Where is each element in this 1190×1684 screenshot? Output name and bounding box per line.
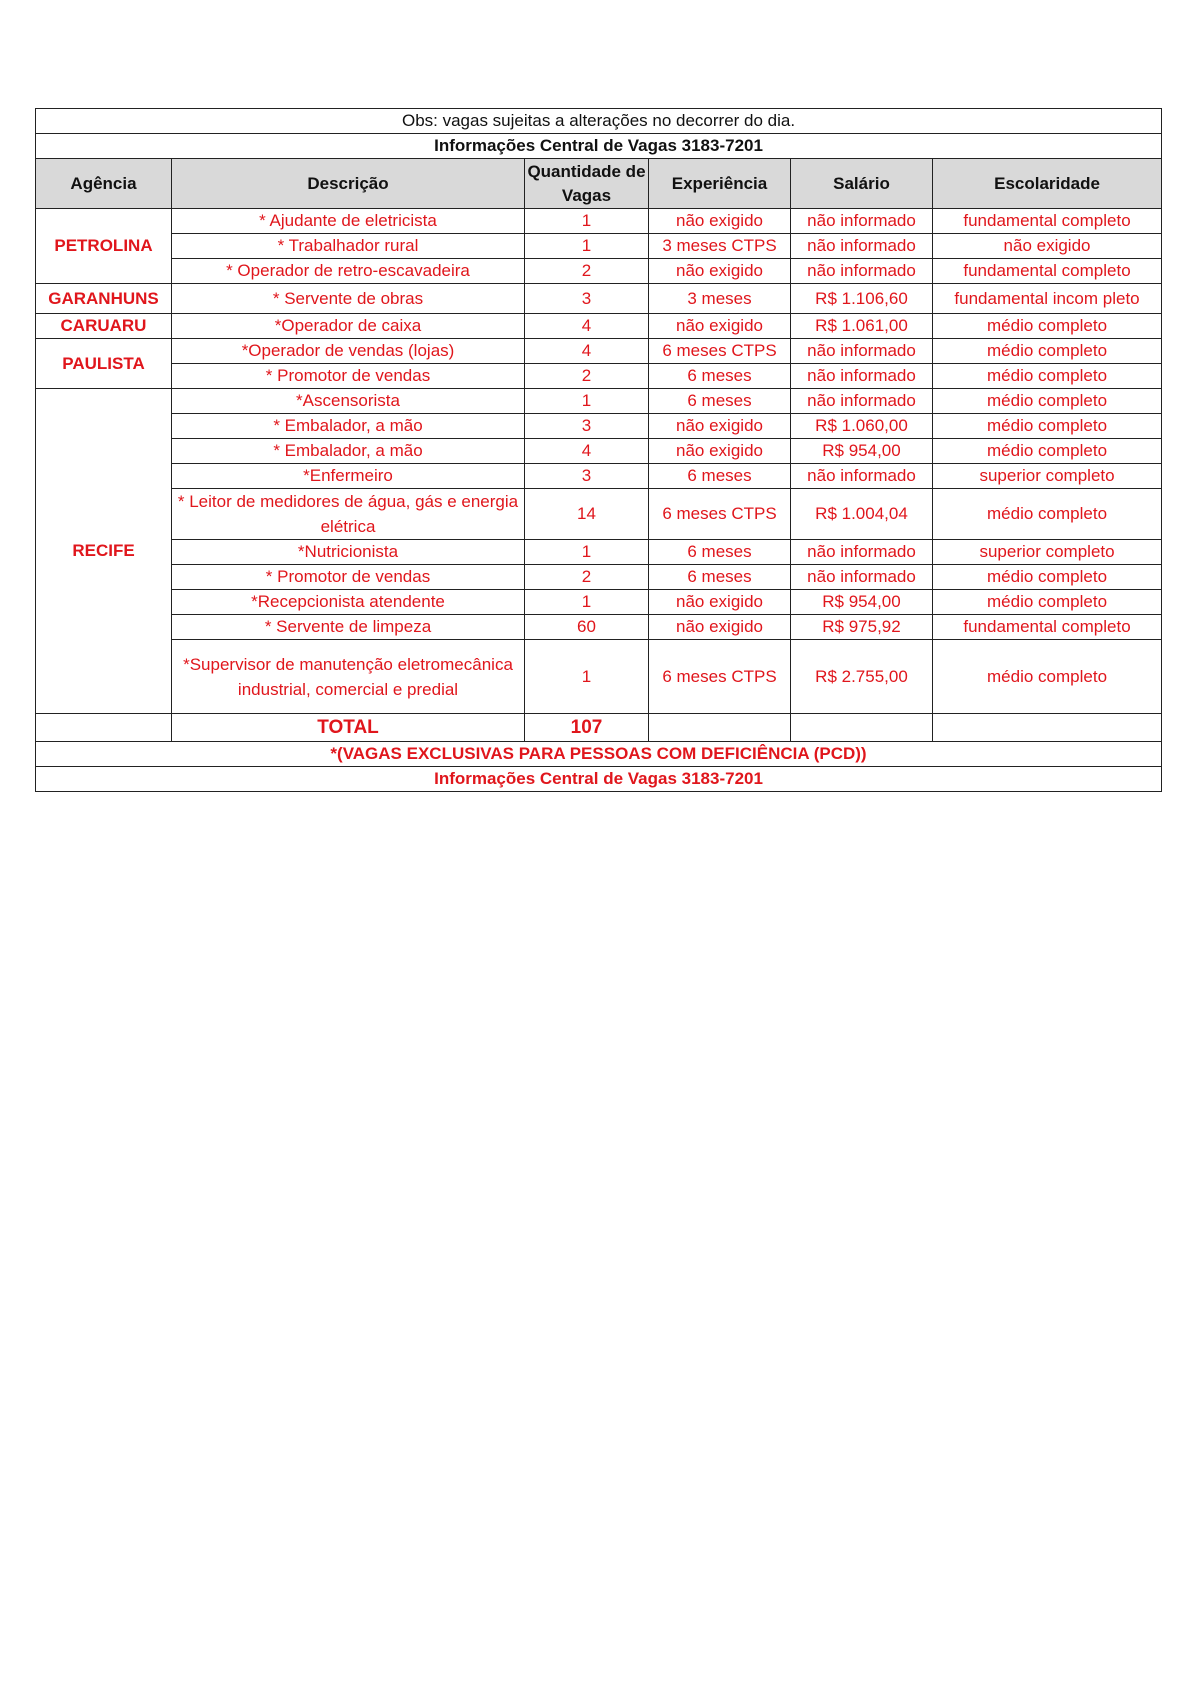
cell-quantidade: 4 [525,314,649,339]
cell-descricao: * Ajudante de eletricista [172,209,525,234]
cell-salario: R$ 1.106,60 [791,284,933,314]
info-top-row [36,134,1162,159]
cell-descricao: * Embalador, a mão [172,414,525,439]
header-quantidade: Quantidade de Vagas [525,159,649,209]
table-row [36,489,1162,540]
cell-experiencia: não exigido [649,414,791,439]
cell-salario: R$ 975,92 [791,615,933,640]
cell-descricao: * Promotor de vendas [172,364,525,389]
table-row [36,234,1162,259]
cell-escolaridade: superior completo [933,464,1162,489]
total-blank-experiencia [649,714,791,742]
cell-experiencia: 6 meses [649,464,791,489]
cell-salario: não informado [791,259,933,284]
cell-salario: R$ 954,00 [791,590,933,615]
cell-quantidade: 1 [525,389,649,414]
agency-caruaru: CARUARU [36,314,172,339]
cell-salario: R$ 1.060,00 [791,414,933,439]
cell-salario: R$ 954,00 [791,439,933,464]
table-row [36,640,1162,714]
cell-descricao: * Servente de obras [172,284,525,314]
cell-experiencia: 3 meses CTPS [649,234,791,259]
cell-escolaridade: médio completo [933,314,1162,339]
vacancies-table [35,108,1162,792]
total-blank-agency [36,714,172,742]
cell-escolaridade: fundamental incom pleto [933,284,1162,314]
cell-experiencia: não exigido [649,590,791,615]
cell-salario: não informado [791,364,933,389]
cell-salario: não informado [791,464,933,489]
table-row [36,439,1162,464]
total-blank-salario [791,714,933,742]
cell-salario: não informado [791,234,933,259]
header-descricao: Descrição [172,159,525,209]
agency-recife: RECIFE [36,389,172,714]
obs-row [36,109,1162,134]
cell-experiencia: não exigido [649,259,791,284]
cell-experiencia: não exigido [649,314,791,339]
table-row [36,464,1162,489]
cell-descricao: *Ascensorista [172,389,525,414]
table-row [36,284,1162,314]
cell-descricao: *Enfermeiro [172,464,525,489]
pcd-row [36,742,1162,767]
cell-quantidade: 4 [525,339,649,364]
cell-descricao: * Leitor de medidores de água, gás e energia elétrica [172,489,525,540]
total-blank-escolaridade [933,714,1162,742]
cell-escolaridade: médio completo [933,389,1162,414]
cell-quantidade: 1 [525,234,649,259]
cell-escolaridade: fundamental completo [933,615,1162,640]
cell-experiencia: não exigido [649,439,791,464]
header-salario: Salário [791,159,933,209]
cell-descricao: *Operador de caixa [172,314,525,339]
table-row [36,259,1162,284]
cell-quantidade: 1 [525,590,649,615]
cell-quantidade: 1 [525,540,649,565]
info-top: Informações Central de Vagas 3183-7201 [36,134,1162,159]
table-row [36,339,1162,364]
cell-descricao: * Trabalhador rural [172,234,525,259]
cell-quantidade: 60 [525,615,649,640]
cell-descricao: * Promotor de vendas [172,565,525,590]
cell-escolaridade: médio completo [933,640,1162,714]
cell-salario: não informado [791,209,933,234]
cell-escolaridade: médio completo [933,439,1162,464]
cell-salario: não informado [791,540,933,565]
cell-experiencia: 6 meses [649,565,791,590]
cell-experiencia: 3 meses [649,284,791,314]
obs-note: Obs: vagas sujeitas a alterações no decorrer do dia. [36,109,1162,134]
pcd-note: *(VAGAS EXCLUSIVAS PARA PESSOAS COM DEFICIÊNCIA (PCD)) [36,742,1162,767]
cell-descricao: *Recepcionista atendente [172,590,525,615]
cell-escolaridade: não exigido [933,234,1162,259]
cell-escolaridade: médio completo [933,489,1162,540]
cell-escolaridade: fundamental completo [933,259,1162,284]
cell-escolaridade: médio completo [933,364,1162,389]
cell-experiencia: 6 meses CTPS [649,640,791,714]
cell-quantidade: 1 [525,209,649,234]
header-escolaridade: Escolaridade [933,159,1162,209]
cell-experiencia: 6 meses [649,389,791,414]
cell-salario: não informado [791,339,933,364]
header-row [36,159,1162,209]
cell-escolaridade: médio completo [933,414,1162,439]
cell-quantidade: 1 [525,640,649,714]
cell-experiencia: não exigido [649,615,791,640]
cell-quantidade: 2 [525,565,649,590]
cell-experiencia: 6 meses CTPS [649,339,791,364]
cell-quantidade: 3 [525,284,649,314]
cell-quantidade: 3 [525,464,649,489]
cell-salario: R$ 2.755,00 [791,640,933,714]
cell-salario: não informado [791,389,933,414]
cell-descricao: * Embalador, a mão [172,439,525,464]
cell-quantidade: 2 [525,364,649,389]
table-row [36,540,1162,565]
cell-escolaridade: fundamental completo [933,209,1162,234]
table-row [36,414,1162,439]
agency-garanhuns: GARANHUNS [36,284,172,314]
header-agencia: Agência [36,159,172,209]
table-row [36,209,1162,234]
table-row [36,590,1162,615]
cell-experiencia: 6 meses [649,540,791,565]
table-row [36,364,1162,389]
table-row [36,615,1162,640]
cell-escolaridade: superior completo [933,540,1162,565]
cell-salario: não informado [791,565,933,590]
cell-experiencia: 6 meses [649,364,791,389]
total-value: 107 [525,714,649,742]
total-label: TOTAL [172,714,525,742]
header-experiencia: Experiência [649,159,791,209]
info-bottom: Informações Central de Vagas 3183-7201 [36,767,1162,792]
cell-experiencia: 6 meses CTPS [649,489,791,540]
cell-escolaridade: médio completo [933,565,1162,590]
cell-quantidade: 4 [525,439,649,464]
cell-salario: R$ 1.061,00 [791,314,933,339]
cell-descricao: *Operador de vendas (lojas) [172,339,525,364]
table-row [36,389,1162,414]
cell-descricao: * Operador de retro-escavadeira [172,259,525,284]
cell-descricao: *Nutricionista [172,540,525,565]
cell-escolaridade: médio completo [933,339,1162,364]
table-row [36,565,1162,590]
cell-escolaridade: médio completo [933,590,1162,615]
info-bottom-row [36,767,1162,792]
total-row [36,714,1162,742]
cell-quantidade: 2 [525,259,649,284]
agency-petrolina: PETROLINA [36,209,172,284]
agency-paulista: PAULISTA [36,339,172,389]
cell-descricao: *Supervisor de manutenção eletromecânica industrial, comercial e predial [172,640,525,714]
cell-experiencia: não exigido [649,209,791,234]
table-row [36,314,1162,339]
cell-salario: R$ 1.004,04 [791,489,933,540]
cell-descricao: * Servente de limpeza [172,615,525,640]
cell-quantidade: 14 [525,489,649,540]
cell-quantidade: 3 [525,414,649,439]
